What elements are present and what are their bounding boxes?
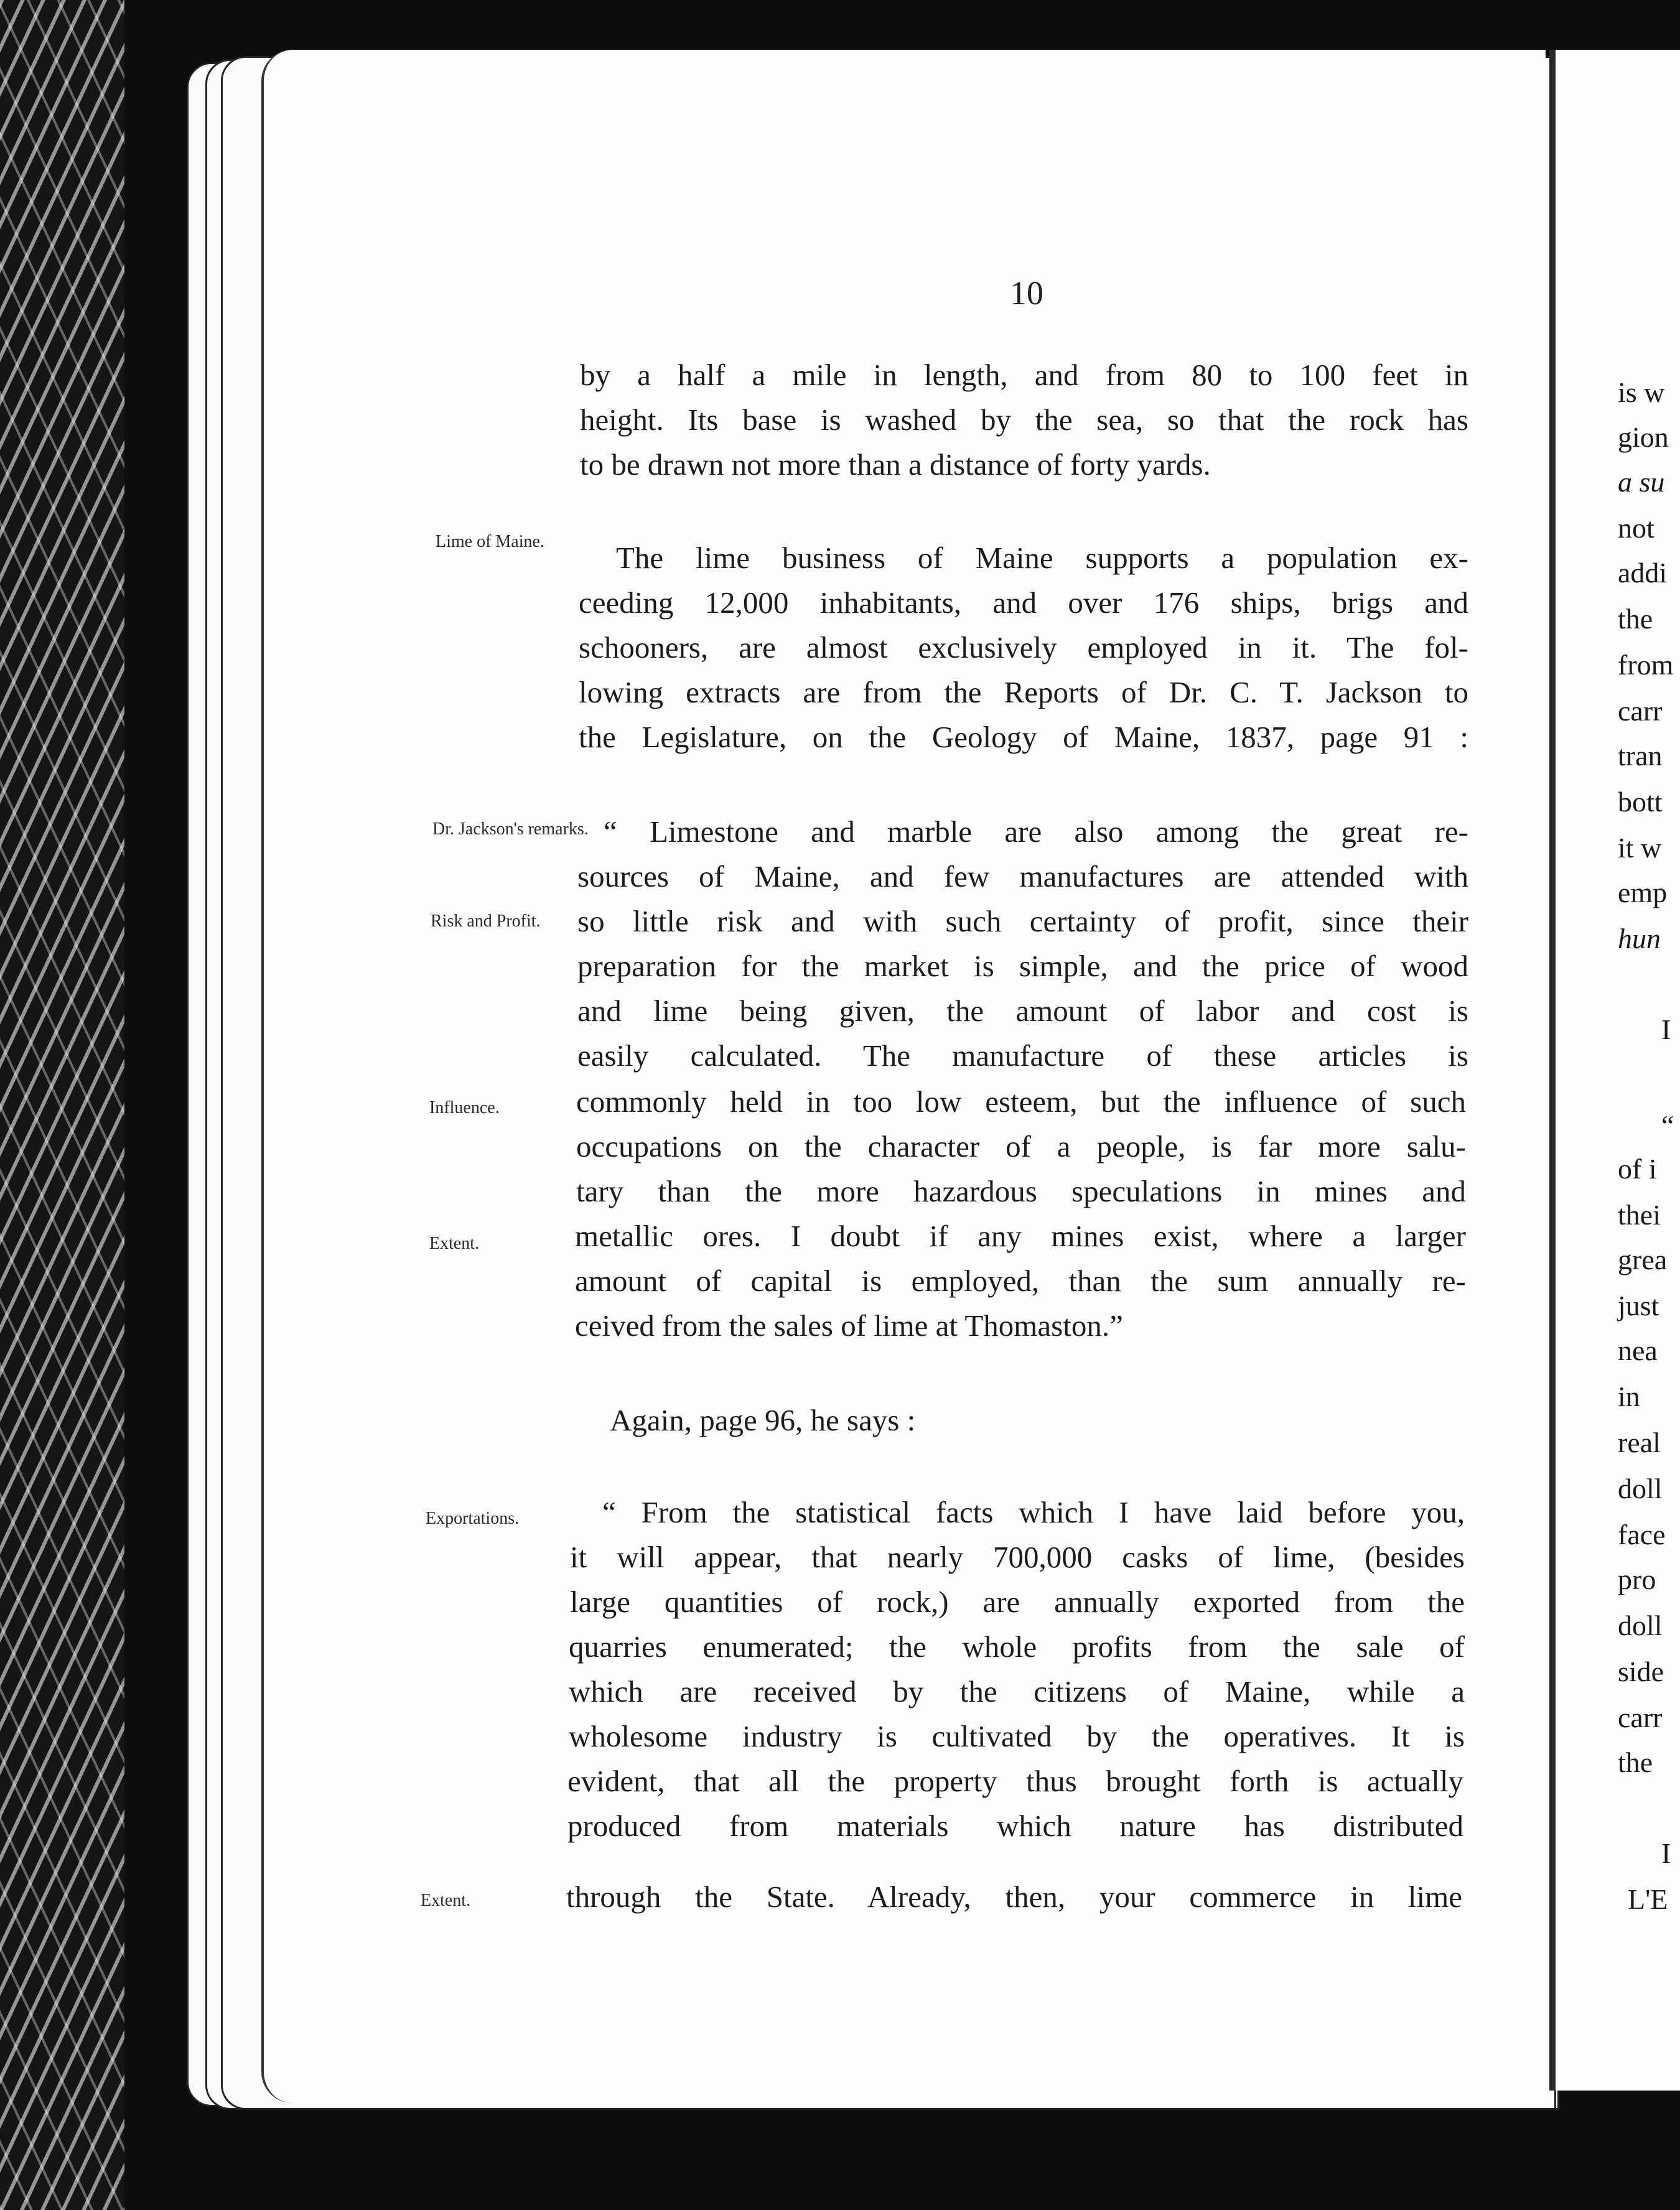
text-line: wholesome industry is cultivated by the operatives. It is: [569, 1719, 1465, 1753]
facing-page-text: the: [1618, 603, 1653, 635]
facing-page-text: doll: [1618, 1473, 1663, 1504]
facing-page-text: L'E: [1628, 1883, 1668, 1915]
margin-note: Influence.: [429, 1098, 500, 1117]
text-line: through the State. Already, then, your commerce in lime: [566, 1880, 1462, 1914]
facing-page-text: addi: [1618, 557, 1668, 589]
text-line: evident, that all the property thus brought forth is actually: [567, 1764, 1463, 1798]
facing-page-text: from: [1618, 649, 1674, 681]
facing-page-text: emp: [1618, 877, 1668, 908]
text-line: and lime being given, the amount of labor and cost is: [577, 994, 1468, 1028]
text-line: produced from materials which nature has distributed: [567, 1809, 1463, 1843]
facing-page-text: hun: [1618, 923, 1661, 954]
page-number: 10: [1010, 274, 1043, 312]
text-line: sources of Maine, and few manufactures are attended with: [577, 859, 1468, 893]
facing-page-text: doll: [1618, 1610, 1663, 1641]
facing-page-text: a su: [1618, 466, 1665, 498]
facing-page-text: the: [1618, 1746, 1653, 1778]
margin-note: Exportations.: [426, 1509, 520, 1528]
facing-page-text: thei: [1618, 1199, 1661, 1231]
text-line: metallic ores. I doubt if any mines exist, where a larger: [575, 1219, 1466, 1253]
margin-note: Extent.: [421, 1891, 471, 1910]
text-line: “ From the statistical facts which I have laid before you,: [602, 1495, 1465, 1529]
text-line: ceived from the sales of lime at Thomaston.”: [575, 1308, 1123, 1343]
text-line: the Legislature, on the Geology of Maine, 1837, page 91 :: [579, 720, 1468, 754]
facing-page-text: grea: [1618, 1244, 1668, 1275]
facing-page-text: “: [1661, 1109, 1674, 1141]
facing-page-text: nea: [1618, 1335, 1658, 1366]
text-line: Again, page 96, he says :: [610, 1403, 916, 1437]
text-line: height. Its base is washed by the sea, so that the rock has: [580, 403, 1468, 437]
text-line: quarries enumerated; the whole profits from the sale of: [569, 1630, 1465, 1664]
margin-note: Lime of Maine.: [436, 532, 544, 551]
text-line: preparation for the market is simple, and the price of wood: [577, 949, 1468, 983]
facing-page-text: I: [1661, 1014, 1671, 1045]
facing-page-text: gion: [1618, 421, 1669, 453]
text-line: “ Limestone and marble are also among the great re-: [604, 814, 1468, 849]
text-line: ceeding 12,000 inhabitants, and over 176 ships, brigs and: [579, 585, 1468, 620]
facing-page-text: not: [1618, 512, 1654, 544]
margin-note: Dr. Jackson's remarks.: [432, 819, 589, 839]
text-line: schooners, are almost exclusively employed in it. The fol-: [579, 630, 1468, 664]
text-line: to be drawn not more than a distance of forty yards.: [580, 447, 1211, 482]
margin-note: Extent.: [429, 1234, 480, 1253]
facing-page-text: of i: [1618, 1153, 1657, 1185]
facing-page-text: I: [1661, 1837, 1671, 1869]
text-line: so little risk and with such certainty of profit, since their: [577, 904, 1468, 938]
margin-note: Risk and Profit.: [431, 912, 541, 931]
text-line: amount of capital is employed, than the sum annually re-: [575, 1264, 1466, 1298]
text-line: which are received by the citizens of Maine, while a: [569, 1674, 1465, 1709]
facing-page: [1549, 50, 1680, 2091]
facing-page-text: it w: [1618, 832, 1662, 864]
facing-page-text: real: [1618, 1427, 1661, 1458]
facing-page-text: is w: [1618, 376, 1665, 408]
text-line: The lime business of Maine supports a population ex-: [616, 541, 1468, 575]
facing-page-text: bott: [1618, 786, 1663, 818]
text-line: commonly held in too low esteem, but the influence of such: [576, 1084, 1466, 1119]
text-line: by a half a mile in length, and from 80 to 100 feet in: [580, 358, 1468, 392]
facing-page-text: carr: [1618, 695, 1663, 727]
facing-page-text: just: [1618, 1290, 1659, 1322]
facing-page-text: carr: [1618, 1702, 1663, 1733]
facing-page-text: pro: [1618, 1564, 1656, 1595]
text-line: occupations on the character of a people, is far more salu-: [576, 1129, 1466, 1163]
facing-page-text: face: [1618, 1519, 1666, 1550]
text-line: large quantities of rock,) are annually exported from the: [570, 1585, 1465, 1619]
facing-page-text: side: [1618, 1656, 1664, 1687]
text-line: easily calculated. The manufacture of these articles is: [577, 1038, 1468, 1073]
facing-page-text: in: [1618, 1381, 1640, 1412]
facing-page-text: tran: [1618, 740, 1663, 772]
text-line: tary than the more hazardous speculations in mines and: [576, 1174, 1466, 1208]
marbled-endpaper: [0, 0, 124, 2210]
text-line: lowing extracts are from the Reports of Dr. C. T. Jackson to: [579, 675, 1468, 709]
text-line: it will appear, that nearly 700,000 casks of lime, (besides: [570, 1540, 1465, 1574]
